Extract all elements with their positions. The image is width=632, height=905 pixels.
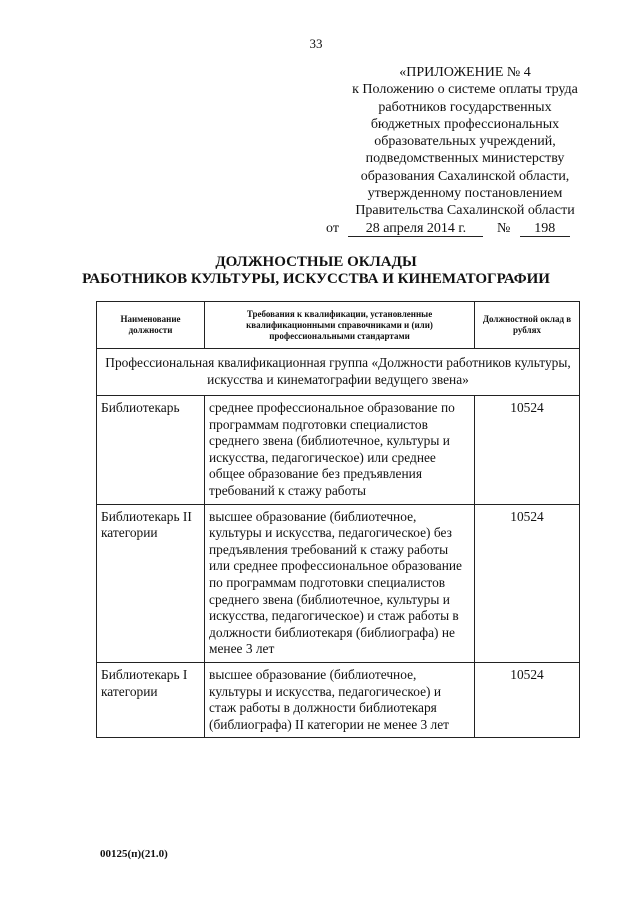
appendix-line: образования Сахалинской области, xyxy=(360,168,570,184)
position-cell: Библиотекарь II категории xyxy=(97,504,205,662)
table-row xyxy=(97,662,580,737)
table-row xyxy=(97,504,580,662)
requirements-cell: высшее образование (библиотечное, культуры и искусства, педагогическое) и стаж работы в должности библиотекаря (библиографа) II категории не менее 3 лет xyxy=(205,662,475,737)
title-line-1: ДОЛЖНОСТНЫЕ ОКЛАДЫ xyxy=(215,254,417,270)
document-number: 198 xyxy=(520,221,570,237)
appendix-header xyxy=(330,64,600,220)
date-number-line xyxy=(326,221,570,237)
salary-cell: 10524 xyxy=(475,662,580,737)
salary-cell: 10524 xyxy=(475,396,580,505)
appendix-line: бюджетных профессиональных xyxy=(370,116,560,132)
salary-table xyxy=(96,301,580,738)
header-requirements: Требования к квалификации, установленные квалификационными справочниками и (или) профессиональными стандартами xyxy=(205,302,475,349)
requirements-cell: среднее профессиональное образование по программам подготовки специалистов среднего звена (библиотечное, культуры и искусства, педагогическое) или среднее общее образование без предъявления требований к стажу работы xyxy=(205,396,475,505)
qualification-group: Профессиональная квалификационная группа «Должности работников культуры, искусства и кинематографии ведущего звена» xyxy=(97,349,580,396)
appendix-line: образовательных учреждений, xyxy=(374,134,556,150)
header-salary: Должностной оклад в рублях xyxy=(475,302,580,349)
appendix-line: Правительства Сахалинской области xyxy=(355,203,575,219)
table-header-row xyxy=(97,302,580,349)
table-row xyxy=(97,396,580,505)
appendix-line: работников государственных xyxy=(378,99,552,115)
appendix-line: утвержденному постановлением xyxy=(367,186,563,202)
salary-cell: 10524 xyxy=(475,504,580,662)
date-prefix: от xyxy=(326,221,339,236)
appendix-line: к Положению о системе оплаты труда xyxy=(352,82,578,98)
document-title xyxy=(0,254,632,288)
page-number: 33 xyxy=(309,36,323,51)
footer-code: 00125(п)(21.0) xyxy=(100,848,168,860)
appendix-line: «ПРИЛОЖЕНИЕ № 4 xyxy=(399,65,531,80)
table-group-row xyxy=(97,349,580,396)
title-line-2: РАБОТНИКОВ КУЛЬТУРЫ, ИСКУССТВА И КИНЕМАТОГРАФИИ xyxy=(82,271,550,287)
document-date: 28 апреля 2014 г. xyxy=(348,221,483,237)
requirements-cell: высшее образование (библиотечное, культуры и искусства, педагогическое) без предъявления требований к стажу работы или среднее профессиональное образование по программам подготовки специалистов среднего звена (библиотечное, культуры и искусства, педагогическое) и стаж работы в должности библиотекаря (библиографа) не менее 3 лет xyxy=(205,504,475,662)
number-label: № xyxy=(496,221,511,236)
header-position: Наименование должности xyxy=(97,302,205,349)
position-cell: Библиотекарь I категории xyxy=(97,662,205,737)
appendix-line: подведомственных министерству xyxy=(365,151,565,167)
position-cell: Библиотекарь xyxy=(97,396,205,505)
